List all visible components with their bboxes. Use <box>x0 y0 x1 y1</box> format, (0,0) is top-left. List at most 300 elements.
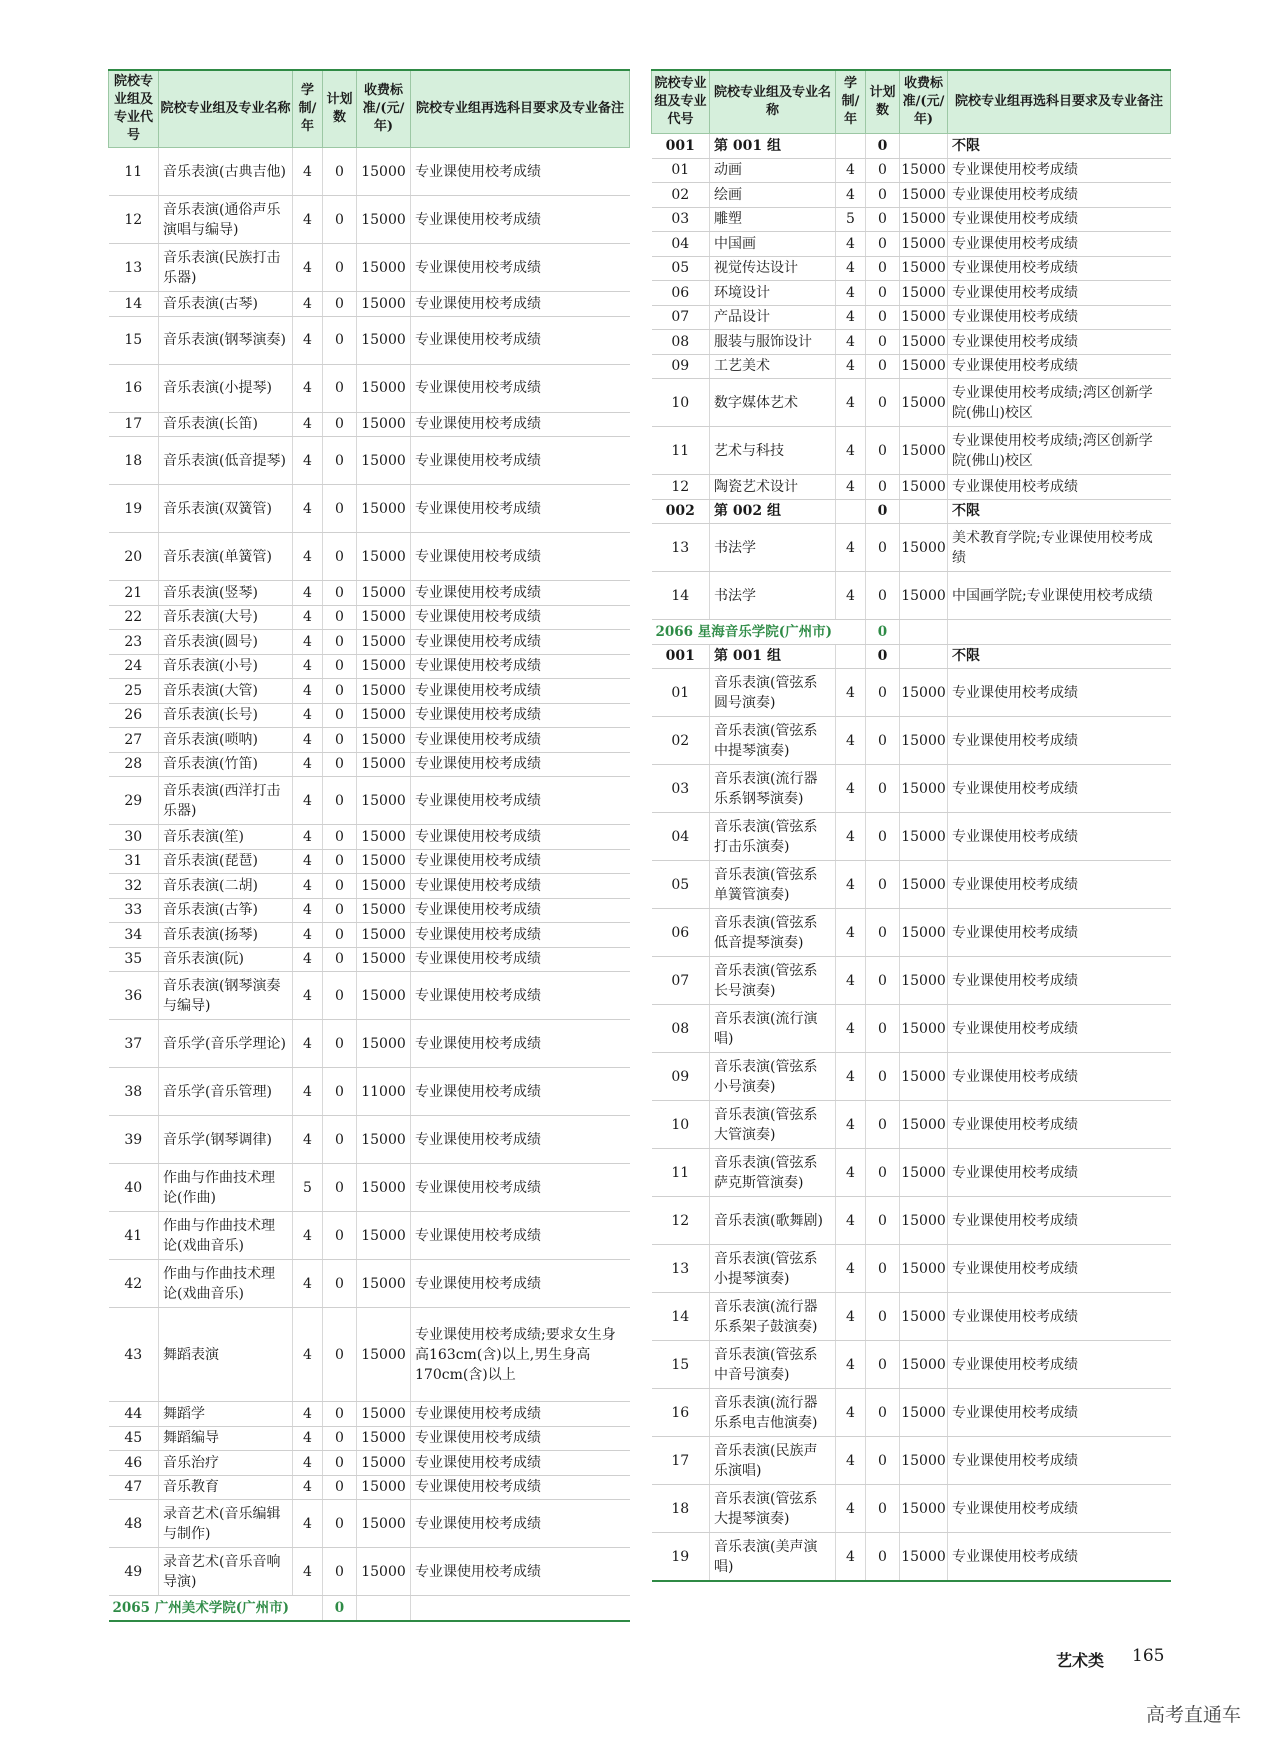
code-cell: 11 <box>652 427 710 475</box>
note-cell: 专业课使用校考成绩 <box>948 1149 1171 1197</box>
code-cell: 13 <box>652 524 710 572</box>
plan-cell: 0 <box>323 1548 357 1596</box>
code-cell: 17 <box>652 1437 710 1485</box>
table-row <box>652 305 1171 330</box>
fee-cell: 15000 <box>900 1533 948 1582</box>
fee-cell: 15000 <box>900 1293 948 1341</box>
note-cell: 专业课使用校考成绩 <box>411 364 630 412</box>
table-row <box>652 1533 1171 1582</box>
fee-cell <box>900 644 948 669</box>
name-cell: 第 001 组 <box>710 644 836 669</box>
fee-cell: 15000 <box>357 1426 411 1451</box>
name-cell: 音乐表演(管弦系单簧管演奏) <box>710 861 836 909</box>
note-cell: 专业课使用校考成绩;湾区创新学院(佛山)校区 <box>948 379 1171 427</box>
plan-cell: 0 <box>866 379 900 427</box>
years-cell: 4 <box>836 861 866 909</box>
name-cell: 音乐表演(管弦系小提琴演奏) <box>710 1245 836 1293</box>
header-name: 院校专业组及专业名称 <box>159 70 293 148</box>
years-cell: 4 <box>836 1533 866 1582</box>
fee-cell: 15000 <box>900 256 948 281</box>
plan-cell: 0 <box>323 947 357 972</box>
code-cell: 25 <box>109 679 159 704</box>
fee-cell: 15000 <box>357 1212 411 1260</box>
years-cell: 4 <box>293 825 323 850</box>
fee-cell: 15000 <box>357 898 411 923</box>
code-cell: 08 <box>652 1005 710 1053</box>
fee-cell: 15000 <box>357 923 411 948</box>
note-cell: 美术教育学院;专业课使用校考成绩 <box>948 524 1171 572</box>
header-note: 院校专业组再选科目要求及专业备注 <box>948 70 1171 134</box>
header-plan: 计划数 <box>323 70 357 148</box>
note-cell: 专业课使用校考成绩 <box>948 861 1171 909</box>
code-cell: 47 <box>109 1475 159 1500</box>
name-cell: 音乐表演(圆号) <box>159 630 293 655</box>
code-cell: 11 <box>109 148 159 196</box>
name-cell: 音乐表演(通俗声乐演唱与编导) <box>159 196 293 244</box>
fee-cell: 15000 <box>357 752 411 777</box>
years-cell: 4 <box>293 605 323 630</box>
table-row <box>652 524 1171 572</box>
left-admission-table <box>108 69 630 1622</box>
code-cell: 06 <box>652 909 710 957</box>
note-cell: 专业课使用校考成绩 <box>411 679 630 704</box>
note-cell: 专业课使用校考成绩 <box>411 244 630 292</box>
table-row <box>109 1164 630 1212</box>
note-cell: 专业课使用校考成绩 <box>411 703 630 728</box>
note-cell: 专业课使用校考成绩 <box>411 898 630 923</box>
note-cell: 专业课使用校考成绩;要求女生身高163cm(含)以上,男生身高170cm(含)以上 <box>411 1308 630 1402</box>
table-row <box>109 849 630 874</box>
name-cell: 录音艺术(音乐编辑与制作) <box>159 1500 293 1548</box>
code-cell: 001 <box>652 134 710 159</box>
plan-cell: 0 <box>866 1437 900 1485</box>
fee-cell: 15000 <box>900 379 948 427</box>
table-row <box>109 244 630 292</box>
name-cell: 作曲与作曲技术理论(戏曲音乐) <box>159 1260 293 1308</box>
header-code: 院校专业组及专业代号 <box>652 70 710 134</box>
name-cell: 音乐表演(古琴) <box>159 292 293 317</box>
plan-cell: 0 <box>866 256 900 281</box>
name-cell: 音乐表演(歌舞剧) <box>710 1197 836 1245</box>
note-cell <box>411 1596 630 1621</box>
note-cell: 专业课使用校考成绩 <box>411 1116 630 1164</box>
name-cell: 音乐表演(管弦系大提琴演奏) <box>710 1485 836 1533</box>
name-cell: 音乐表演(管弦系长号演奏) <box>710 957 836 1005</box>
name-cell: 音乐表演(美声演唱) <box>710 1533 836 1582</box>
note-cell: 专业课使用校考成绩 <box>948 281 1171 306</box>
table-row <box>109 752 630 777</box>
fee-cell: 15000 <box>357 777 411 825</box>
plan-cell: 0 <box>323 533 357 581</box>
table-row <box>109 1500 630 1548</box>
plan-cell: 0 <box>866 861 900 909</box>
plan-cell: 0 <box>323 1212 357 1260</box>
plan-cell: 0 <box>866 134 900 159</box>
years-cell: 4 <box>836 1149 866 1197</box>
fee-cell: 15000 <box>357 1451 411 1476</box>
plan-cell: 0 <box>866 1533 900 1582</box>
name-cell: 中国画 <box>710 232 836 257</box>
years-cell: 4 <box>836 281 866 306</box>
name-cell: 音乐表演(大管) <box>159 679 293 704</box>
code-cell: 18 <box>109 437 159 485</box>
plan-cell: 0 <box>866 1293 900 1341</box>
code-cell: 49 <box>109 1548 159 1596</box>
fee-cell: 15000 <box>357 1116 411 1164</box>
fee-cell <box>900 620 948 645</box>
note-cell: 专业课使用校考成绩 <box>411 1426 630 1451</box>
years-cell: 4 <box>836 957 866 1005</box>
years-cell: 4 <box>293 244 323 292</box>
note-cell: 专业课使用校考成绩 <box>411 316 630 364</box>
years-cell: 4 <box>836 232 866 257</box>
code-cell: 07 <box>652 957 710 1005</box>
note-cell: 专业课使用校考成绩 <box>948 1341 1171 1389</box>
code-cell: 09 <box>652 1053 710 1101</box>
code-cell: 18 <box>652 1485 710 1533</box>
name-cell: 舞蹈学 <box>159 1402 293 1427</box>
fee-cell: 15000 <box>900 354 948 379</box>
name-cell: 音乐表演(古筝) <box>159 898 293 923</box>
plan-cell: 0 <box>866 305 900 330</box>
fee-cell: 15000 <box>357 825 411 850</box>
plan-cell: 0 <box>866 669 900 717</box>
right-admission-table <box>651 69 1171 1582</box>
name-cell: 音乐表演(小号) <box>159 654 293 679</box>
name-cell: 音乐表演(古典吉他) <box>159 148 293 196</box>
name-cell: 音乐教育 <box>159 1475 293 1500</box>
fee-cell: 15000 <box>900 861 948 909</box>
plan-cell: 0 <box>323 630 357 655</box>
years-cell: 4 <box>836 524 866 572</box>
name-cell: 音乐表演(管弦系低音提琴演奏) <box>710 909 836 957</box>
years-cell: 4 <box>836 183 866 208</box>
code-cell: 14 <box>109 292 159 317</box>
plan-cell: 0 <box>323 728 357 753</box>
note-cell: 专业课使用校考成绩 <box>948 1005 1171 1053</box>
name-cell: 绘画 <box>710 183 836 208</box>
years-cell: 4 <box>836 669 866 717</box>
note-cell: 专业课使用校考成绩 <box>411 752 630 777</box>
code-cell: 05 <box>652 256 710 281</box>
years-cell: 4 <box>293 947 323 972</box>
fee-cell: 15000 <box>900 909 948 957</box>
name-cell: 音乐表演(管弦系萨克斯管演奏) <box>710 1149 836 1197</box>
years-cell: 4 <box>293 581 323 606</box>
school-row <box>652 620 1171 645</box>
code-cell: 48 <box>109 1500 159 1548</box>
fee-cell: 15000 <box>900 1341 948 1389</box>
plan-cell: 0 <box>323 1402 357 1427</box>
table-row <box>652 813 1171 861</box>
note-cell: 专业课使用校考成绩 <box>411 1475 630 1500</box>
fee-cell: 15000 <box>357 244 411 292</box>
years-cell: 4 <box>293 364 323 412</box>
name-cell: 艺术与科技 <box>710 427 836 475</box>
table-row <box>652 427 1171 475</box>
fee-cell: 15000 <box>357 485 411 533</box>
table-row <box>652 232 1171 257</box>
table-row <box>109 972 630 1020</box>
plan-cell: 0 <box>866 1341 900 1389</box>
plan-cell: 0 <box>323 654 357 679</box>
note-cell: 专业课使用校考成绩 <box>411 1260 630 1308</box>
table-row <box>109 1475 630 1500</box>
fee-cell: 15000 <box>900 305 948 330</box>
note-cell: 专业课使用校考成绩 <box>411 533 630 581</box>
table-row <box>652 1485 1171 1533</box>
name-cell: 音乐表演(钢琴演奏与编导) <box>159 972 293 1020</box>
code-cell: 20 <box>109 533 159 581</box>
plan-cell: 0 <box>866 427 900 475</box>
years-cell: 4 <box>293 972 323 1020</box>
note-cell: 专业课使用校考成绩 <box>411 1451 630 1476</box>
years-cell: 4 <box>293 703 323 728</box>
code-cell: 03 <box>652 207 710 232</box>
name-cell: 音乐表演(管弦系中音号演奏) <box>710 1341 836 1389</box>
name-cell: 音乐学(钢琴调律) <box>159 1116 293 1164</box>
code-cell: 40 <box>109 1164 159 1212</box>
years-cell: 4 <box>293 752 323 777</box>
plan-cell: 0 <box>866 232 900 257</box>
years-cell: 4 <box>293 1548 323 1596</box>
school-name: 2065 广州美术学院(广州市) <box>109 1596 323 1621</box>
years-cell: 5 <box>293 1164 323 1212</box>
plan-cell: 0 <box>323 898 357 923</box>
name-cell: 音乐表演(竹笛) <box>159 752 293 777</box>
header-plan: 计划数 <box>866 70 900 134</box>
table-row <box>652 207 1171 232</box>
fee-cell: 15000 <box>900 669 948 717</box>
table-row <box>652 1197 1171 1245</box>
plan-cell: 0 <box>323 874 357 899</box>
plan-cell: 0 <box>866 1485 900 1533</box>
fee-cell: 15000 <box>357 533 411 581</box>
group-row <box>652 499 1171 524</box>
plan-cell: 0 <box>866 572 900 620</box>
name-cell: 音乐表演(二胡) <box>159 874 293 899</box>
note-cell: 不限 <box>948 499 1171 524</box>
table-header <box>109 70 630 148</box>
table-row <box>109 654 630 679</box>
years-cell: 4 <box>836 354 866 379</box>
note-cell: 专业课使用校考成绩 <box>948 909 1171 957</box>
years-cell: 4 <box>836 475 866 500</box>
fee-cell: 15000 <box>900 717 948 765</box>
years-cell: 4 <box>293 898 323 923</box>
plan-cell: 0 <box>866 957 900 1005</box>
school-row <box>109 1596 630 1621</box>
name-cell: 雕塑 <box>710 207 836 232</box>
table-row <box>652 281 1171 306</box>
fee-cell: 15000 <box>900 183 948 208</box>
header-name: 院校专业组及专业名称 <box>710 70 836 134</box>
code-cell: 01 <box>652 669 710 717</box>
years-cell: 4 <box>836 1053 866 1101</box>
name-cell: 第 001 组 <box>710 134 836 159</box>
header-fee: 收费标准/(元/年) <box>357 70 411 148</box>
note-cell: 专业课使用校考成绩 <box>411 437 630 485</box>
table <box>108 69 630 1622</box>
name-cell: 音乐表演(长笛) <box>159 412 293 437</box>
table-row <box>652 909 1171 957</box>
name-cell: 第 002 组 <box>710 499 836 524</box>
fee-cell: 15000 <box>900 232 948 257</box>
code-cell: 41 <box>109 1212 159 1260</box>
table-row <box>652 1053 1171 1101</box>
code-cell: 15 <box>652 1341 710 1389</box>
header-fee: 收费标准/(元/年) <box>900 70 948 134</box>
name-cell: 音乐表演(低音提琴) <box>159 437 293 485</box>
name-cell: 音乐表演(流行演唱) <box>710 1005 836 1053</box>
fee-cell: 15000 <box>900 207 948 232</box>
note-cell: 专业课使用校考成绩 <box>948 669 1171 717</box>
years-cell: 4 <box>293 1402 323 1427</box>
fee-cell: 15000 <box>900 1149 948 1197</box>
name-cell: 音乐表演(竖琴) <box>159 581 293 606</box>
years-cell: 4 <box>836 427 866 475</box>
plan-cell: 0 <box>323 292 357 317</box>
fee-cell: 15000 <box>357 1164 411 1212</box>
header-note: 院校专业组再选科目要求及专业备注 <box>411 70 630 148</box>
table-row <box>652 1005 1171 1053</box>
plan-cell: 0 <box>866 1101 900 1149</box>
code-cell: 05 <box>652 861 710 909</box>
table-row <box>652 330 1171 355</box>
fee-cell: 15000 <box>900 158 948 183</box>
years-cell: 4 <box>293 1260 323 1308</box>
plan-cell: 0 <box>866 1149 900 1197</box>
note-cell: 专业课使用校考成绩 <box>948 813 1171 861</box>
fee-cell: 15000 <box>357 703 411 728</box>
name-cell: 音乐表演(单簧管) <box>159 533 293 581</box>
note-cell: 专业课使用校考成绩 <box>948 183 1171 208</box>
years-cell: 4 <box>293 196 323 244</box>
code-cell: 36 <box>109 972 159 1020</box>
code-cell: 001 <box>652 644 710 669</box>
plan-cell: 0 <box>866 765 900 813</box>
fee-cell <box>900 499 948 524</box>
page-number: 165 <box>1132 1646 1165 1666</box>
fee-cell: 15000 <box>900 1245 948 1293</box>
note-cell: 专业课使用校考成绩 <box>411 972 630 1020</box>
note-cell: 专业课使用校考成绩 <box>411 825 630 850</box>
note-cell: 专业课使用校考成绩 <box>948 1437 1171 1485</box>
fee-cell: 15000 <box>900 572 948 620</box>
name-cell: 音乐表演(小提琴) <box>159 364 293 412</box>
name-cell: 音乐表演(流行器乐系电吉他演奏) <box>710 1389 836 1437</box>
years-cell: 4 <box>836 1341 866 1389</box>
code-cell: 37 <box>109 1020 159 1068</box>
note-cell: 专业课使用校考成绩 <box>948 354 1171 379</box>
plan-cell: 0 <box>866 499 900 524</box>
years-cell: 4 <box>836 1101 866 1149</box>
years-cell: 4 <box>293 148 323 196</box>
table <box>651 69 1171 1582</box>
fee-cell: 15000 <box>357 196 411 244</box>
table-row <box>109 898 630 923</box>
name-cell: 数字媒体艺术 <box>710 379 836 427</box>
name-cell: 视觉传达设计 <box>710 256 836 281</box>
table-row <box>109 485 630 533</box>
code-cell: 002 <box>652 499 710 524</box>
plan-cell: 0 <box>323 581 357 606</box>
years-cell: 4 <box>293 1020 323 1068</box>
note-cell: 专业课使用校考成绩 <box>411 923 630 948</box>
table-row <box>109 1116 630 1164</box>
plan-cell: 0 <box>323 485 357 533</box>
years-cell: 4 <box>293 849 323 874</box>
fee-cell: 15000 <box>357 972 411 1020</box>
plan-cell: 0 <box>323 196 357 244</box>
group-row <box>652 134 1171 159</box>
plan-cell: 0 <box>323 1260 357 1308</box>
table-row <box>652 957 1171 1005</box>
note-cell: 专业课使用校考成绩 <box>948 256 1171 281</box>
fee-cell: 15000 <box>900 957 948 1005</box>
table-row <box>109 148 630 196</box>
table-row <box>109 630 630 655</box>
note-cell: 不限 <box>948 134 1171 159</box>
table-row <box>652 861 1171 909</box>
plan-cell: 0 <box>866 183 900 208</box>
section-label: 艺术类 <box>1056 1651 1105 1670</box>
school-name: 2066 星海音乐学院(广州市) <box>652 620 866 645</box>
name-cell: 音乐表演(长号) <box>159 703 293 728</box>
years-cell: 4 <box>836 717 866 765</box>
table-row <box>109 1212 630 1260</box>
code-cell: 12 <box>109 196 159 244</box>
name-cell: 音乐表演(扬琴) <box>159 923 293 948</box>
years-cell: 4 <box>836 1437 866 1485</box>
table-row <box>109 1548 630 1596</box>
years-cell: 4 <box>293 1475 323 1500</box>
table-row <box>109 364 630 412</box>
name-cell: 音乐表演(双簧管) <box>159 485 293 533</box>
name-cell: 动画 <box>710 158 836 183</box>
table-row <box>652 669 1171 717</box>
years-cell: 4 <box>293 485 323 533</box>
code-cell: 15 <box>109 316 159 364</box>
fee-cell: 11000 <box>357 1068 411 1116</box>
years-cell: 4 <box>836 765 866 813</box>
years-cell <box>836 499 866 524</box>
plan-cell: 0 <box>323 412 357 437</box>
note-cell: 专业课使用校考成绩 <box>411 605 630 630</box>
code-cell: 02 <box>652 717 710 765</box>
code-cell: 30 <box>109 825 159 850</box>
note-cell: 专业课使用校考成绩 <box>948 1293 1171 1341</box>
fee-cell: 15000 <box>357 679 411 704</box>
code-cell: 35 <box>109 947 159 972</box>
code-cell: 26 <box>109 703 159 728</box>
plan-cell: 0 <box>866 524 900 572</box>
name-cell: 舞蹈表演 <box>159 1308 293 1402</box>
fee-cell: 15000 <box>357 1402 411 1427</box>
code-cell: 11 <box>652 1149 710 1197</box>
years-cell: 4 <box>836 379 866 427</box>
table-row <box>652 354 1171 379</box>
fee-cell: 15000 <box>900 813 948 861</box>
years-cell: 4 <box>293 437 323 485</box>
plan-cell: 0 <box>323 1451 357 1476</box>
fee-cell: 15000 <box>900 1053 948 1101</box>
table-row <box>109 1068 630 1116</box>
plan-cell: 0 <box>866 909 900 957</box>
name-cell: 音乐表演(管弦系打击乐演奏) <box>710 813 836 861</box>
fee-cell: 15000 <box>900 281 948 306</box>
code-cell: 31 <box>109 849 159 874</box>
